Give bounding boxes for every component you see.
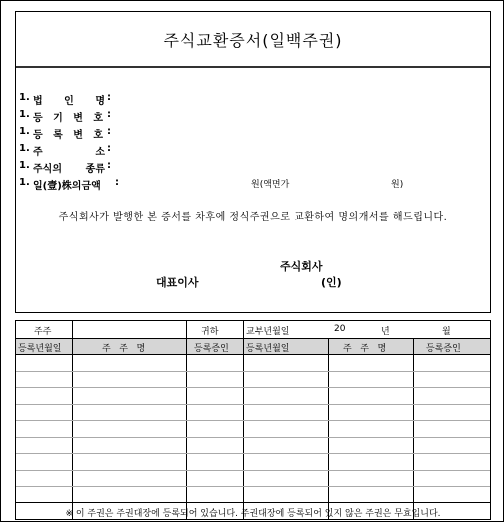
- representative-label: 대표이사: [156, 276, 199, 289]
- field-label: [33, 109, 103, 124]
- label-char: 종류: [85, 164, 105, 175]
- holder-label: 주주: [34, 327, 52, 337]
- table-rule: [16, 387, 490, 388]
- table-footer-notice: ※ 이 주권은 주권대장에 등록되어 있습니다. 주권대장에 등록되어 있지 않은 주권은 무효입니다.: [65, 509, 441, 519]
- table-rule: [16, 420, 490, 421]
- table-rule: [16, 371, 490, 372]
- label-char: 변: [73, 130, 83, 141]
- exchange-statement: 주식회사가 발행한 본 증서를 차후에 정식주권으로 교환하여 명의개서를 해드립니다.: [58, 212, 448, 223]
- par-value-won-close: 원): [391, 180, 404, 190]
- issue-year-suffix: 년: [381, 327, 390, 337]
- label-char: 법: [33, 96, 43, 107]
- table-rule: [16, 453, 490, 454]
- field-label: [33, 160, 105, 175]
- table-rule: [16, 404, 490, 405]
- label-char: 명: [95, 96, 105, 107]
- issue-date-label: 교부년월일: [246, 327, 290, 337]
- label-char: 인: [64, 96, 74, 107]
- field-prefix: 1.: [19, 92, 30, 103]
- label-char: 기: [53, 113, 63, 124]
- seal-mark: (인): [321, 276, 342, 289]
- label-char: 소: [95, 147, 105, 158]
- label-char: 록: [53, 130, 63, 141]
- issue-month-suffix: 월: [442, 327, 451, 337]
- certificate-title: 주식교환증서(일백주권): [16, 12, 490, 68]
- field-colon: :: [107, 92, 111, 103]
- field-label: [33, 92, 105, 107]
- field-colon: :: [107, 160, 111, 171]
- field-label: [33, 143, 105, 158]
- label-char: 변: [73, 113, 83, 124]
- table-rule: [16, 338, 490, 339]
- field-colon: :: [115, 177, 119, 188]
- company-name: 주식회사: [280, 260, 323, 273]
- field-prefix: 1.: [19, 126, 30, 137]
- col-header-holder-left: 주 주 명: [102, 344, 146, 354]
- label-char: 주: [33, 147, 43, 158]
- par-value-won-open: 원(액면가: [251, 180, 290, 190]
- label-char: 주식의: [33, 164, 62, 175]
- field-label: 일(壹)株의금액: [33, 181, 101, 192]
- gwiha-label: 귀하: [201, 327, 219, 337]
- field-prefix: 1.: [19, 143, 30, 154]
- col-header-date-left: 등록년월일: [18, 344, 62, 354]
- issue-year-value: 20: [334, 324, 346, 334]
- label-char: 호: [93, 130, 103, 141]
- certificate-main-section: [15, 11, 491, 313]
- label-char: 등: [33, 113, 43, 124]
- col-header-witness-right: 등록증인: [426, 344, 461, 354]
- table-divider: [413, 338, 414, 519]
- table-rule: [16, 502, 490, 503]
- field-label: [33, 126, 103, 141]
- table-rule: [16, 437, 490, 438]
- field-colon: :: [107, 109, 111, 120]
- col-header-witness-left: 등록증인: [194, 344, 229, 354]
- field-prefix: 1.: [19, 160, 30, 171]
- label-char: 등: [33, 130, 43, 141]
- col-header-date-right: 등록년월일: [246, 344, 290, 354]
- field-prefix: 1.: [19, 109, 30, 120]
- table-rule: [16, 486, 490, 487]
- col-header-holder-right: 주 주 명: [343, 344, 387, 354]
- table-rule: [16, 470, 490, 471]
- table-rule: [16, 354, 490, 355]
- table-divider: [328, 338, 329, 519]
- field-prefix: 1.: [19, 177, 30, 188]
- registration-table: [15, 320, 491, 520]
- label-char: 호: [93, 113, 103, 124]
- field-colon: :: [107, 143, 111, 154]
- field-colon: :: [107, 126, 111, 137]
